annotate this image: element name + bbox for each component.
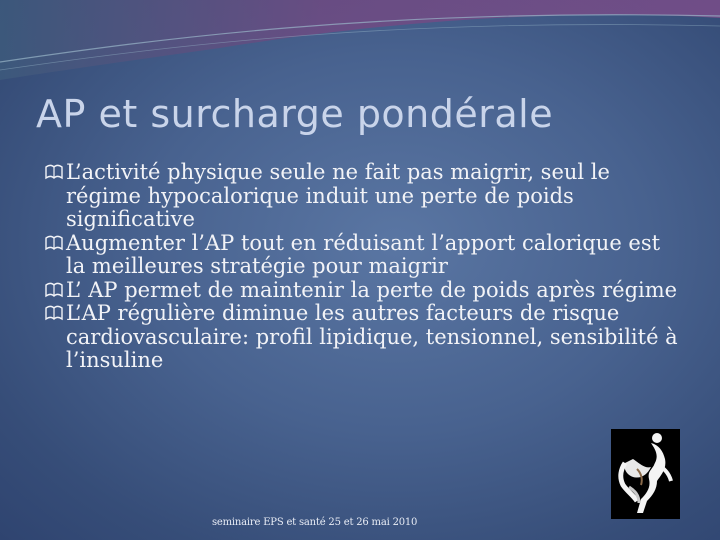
slide-footer: seminaire EPS et santé 25 et 26 mai 2010: [212, 517, 418, 528]
bullet-item: [44, 279, 684, 303]
bullet-item: [44, 302, 684, 373]
slide-title: AP et surcharge pondérale: [36, 92, 554, 136]
dancer-figure-icon: [611, 429, 680, 519]
bullet-item: [44, 232, 684, 279]
bullet-text: L’ AP permet de maintenir la perte de poids après régime: [66, 277, 678, 302]
bullet-list: [44, 161, 684, 373]
open-book-icon: [44, 234, 66, 254]
open-book-icon: [44, 163, 66, 183]
open-book-icon: [44, 304, 66, 324]
bullet-item: [44, 161, 684, 232]
bullet-text: Augmenter l’AP tout en réduisant l’apport calorique est la meilleures stratégie pour maigrir: [66, 230, 661, 278]
bullet-text: L’AP régulière diminue les autres facteurs de risque cardiovasculaire: profil lipidique, tensionnel, sensibilité à l’insuline: [66, 301, 678, 372]
decorative-top-band: [0, 0, 720, 80]
bullet-text: L’activité physique seule ne fait pas maigrir, seul le régime hypocalorique induit une perte de poids significative: [66, 160, 610, 231]
open-book-icon: [44, 281, 66, 301]
